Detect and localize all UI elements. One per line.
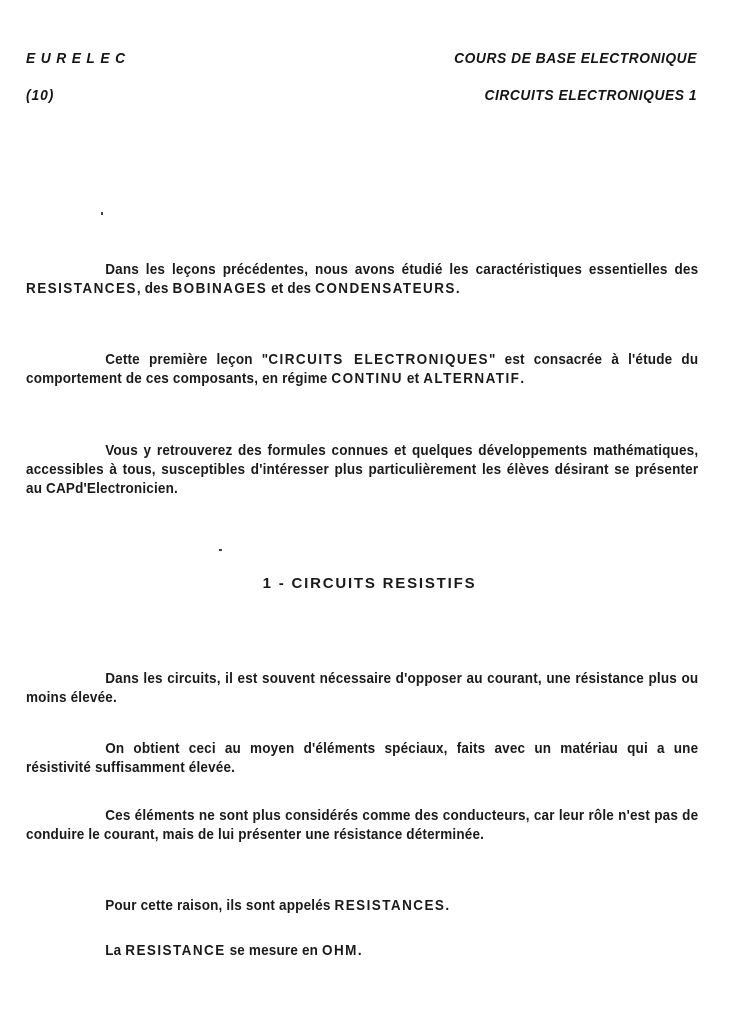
emphasis-term: CONTINU xyxy=(331,370,403,387)
text-run: La xyxy=(105,942,126,959)
section-paragraph xyxy=(26,896,698,915)
intro-paragraph xyxy=(26,350,698,388)
text-run: Dans les circuits, il est souvent nécessaire d'opposer au courant, une résistance plus ou moins élevée. xyxy=(26,670,699,706)
text-run: Vous y retrouverez des formules connues et quelques développements mathématiques, accessibles à tous, susceptibles d'intéresser plus particulièrement les élèves désirant se présenter au CAPd'Electronicien. xyxy=(26,442,699,497)
scan-speck xyxy=(101,212,103,215)
text-run: " est consacrée à l'étude du comportement de ces composants, en régime xyxy=(26,351,699,387)
section-heading: 1 - CIRCUITS RESISTIFS xyxy=(262,575,477,592)
text-run: Ces éléments ne sont plus considérés comme des conducteurs, car leur rôle n'est pas de conduire le courant, mais de lui présenter une résistance déterminée. xyxy=(26,807,699,843)
text-run: Pour cette raison, ils sont appelés xyxy=(105,897,335,914)
emphasis-term: OHM xyxy=(322,942,358,959)
course-subtitle: CIRCUITS ELECTRONIQUES 1 xyxy=(484,87,697,104)
intro-paragraph xyxy=(26,260,698,298)
emphasis-term: CONDENSATEURS xyxy=(315,280,456,297)
emphasis-term: RESISTANCES xyxy=(334,897,446,914)
text-run: et des xyxy=(267,280,316,297)
text-run: On obtient ceci au moyen d'éléments spéciaux, faits avec un matériau qui a une résistivité suffisamment élevée. xyxy=(26,740,699,776)
text-run: , des xyxy=(136,280,173,297)
scan-speck xyxy=(219,549,222,551)
emphasis-term: CIRCUITS ELECTRONIQUES xyxy=(268,351,489,368)
emphasis-term: RESISTANCE xyxy=(125,942,226,959)
text-run: et xyxy=(402,370,424,387)
section-paragraph xyxy=(26,739,698,777)
emphasis-term: RESISTANCES xyxy=(26,280,137,297)
course-title: COURS DE BASE ELECTRONIQUE xyxy=(454,50,697,67)
text-run: . xyxy=(455,280,460,297)
emphasis-term: ALTERNATIF xyxy=(423,370,521,387)
intro-paragraph xyxy=(26,441,698,498)
section-paragraph xyxy=(26,806,698,844)
brand-name: EURELEC xyxy=(26,50,131,67)
text-run: se mesure en xyxy=(225,942,323,959)
text-run: . xyxy=(520,370,525,387)
text-run: Cette première leçon " xyxy=(105,351,269,368)
emphasis-term: BOBINAGES xyxy=(172,280,268,297)
section-paragraph xyxy=(26,669,698,707)
text-run: Dans les leçons précédentes, nous avons étudié les caractéristiques essentielles des xyxy=(105,261,699,278)
text-run: . xyxy=(445,897,450,914)
text-run: . xyxy=(357,942,362,959)
section-paragraph xyxy=(26,941,698,960)
lesson-number: (10) xyxy=(26,87,55,104)
